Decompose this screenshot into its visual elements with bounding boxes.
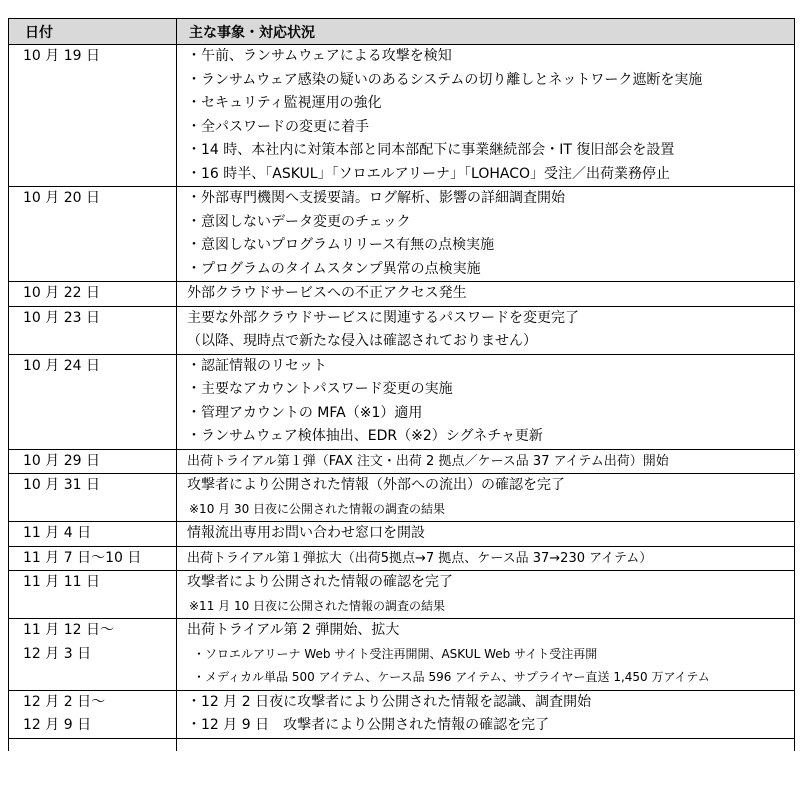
event-line: ・ランサムウェア検体抽出、EDR（※2）シグネチャ更新 <box>187 428 543 444</box>
date-text: 10 月 29 日 <box>23 452 100 469</box>
date-text: 10 月 20 日 <box>23 190 100 206</box>
date-cell <box>9 546 177 571</box>
event-line: ・外部専門機関へ支援要請。ログ解析、影響の詳細調査開始 <box>187 190 565 206</box>
date-cell <box>9 187 177 282</box>
date-text: 11 月 4 日 <box>23 525 92 541</box>
date-cell <box>9 306 177 354</box>
event-line: ・意図しないプログラムリリース有無の点検実施 <box>187 237 495 253</box>
event-line: ・12 月 9 日 攻撃者により公開された情報の確認を完了 <box>187 717 550 733</box>
event-line: ・セキュリティ監視運用の強化 <box>187 95 382 111</box>
events-cell <box>177 449 795 474</box>
event-line: ・14 時、本社内に対策本部と同本部配下に事業継続部会・IT 復旧部会を設置 <box>187 142 675 158</box>
event-line: ・認証情報のリセット <box>187 357 327 374</box>
table-row <box>9 354 795 449</box>
event-line: ・ランサムウェア感染の疑いのあるシステムの切り離しとネットワーク遮断を実施 <box>187 71 703 88</box>
events-cell <box>177 571 795 619</box>
event-line: 外部クラウドサービスへの不正アクセス発生 <box>187 285 467 301</box>
event-line: ・メディカル単品 500 アイテム、ケース品 596 アイテム、サプライヤー直送 1,450 万アイテム <box>193 670 710 684</box>
table-row <box>9 187 795 282</box>
event-line: （以降、現時点で新たな侵入は確認されておりません） <box>187 333 537 349</box>
events-cell <box>177 690 795 738</box>
incident-timeline-table <box>8 18 795 751</box>
event-line: 攻撃者により公開された情報の確認を完了 <box>187 574 453 590</box>
date-cell <box>9 522 177 547</box>
column-header-date: 日付 <box>9 19 177 45</box>
table-row <box>9 690 795 738</box>
empty-cell <box>9 738 177 751</box>
events-cell <box>177 474 795 522</box>
note-text: ※10 月 30 日夜に公開された情報の調査の結果 <box>189 501 446 516</box>
event-line: ・主要なアカウントパスワード変更の実施 <box>187 381 453 397</box>
events-cell <box>177 45 795 187</box>
table-row <box>9 282 795 307</box>
event-line: ・管理アカウントの MFA（※1）適用 <box>187 404 423 421</box>
table-row <box>9 619 795 691</box>
event-line: 出荷トライアル第１弾（FAX 注文・出荷 2 拠点／ケース品 37 アイテム出荷）開始 <box>187 453 669 469</box>
event-line: 出荷トライアル第 2 弾開始、拡大 <box>187 622 400 638</box>
events-cell <box>177 522 795 547</box>
events-cell <box>177 187 795 282</box>
table-header-row <box>9 19 795 45</box>
date-cell <box>9 474 177 522</box>
table-row <box>9 546 795 571</box>
events-cell <box>177 619 795 691</box>
date-cell <box>9 354 177 449</box>
note-text: ※11 月 10 日夜に公開された情報の調査の結果 <box>189 598 446 613</box>
table-row <box>9 474 795 522</box>
date-text: 10 月 31 日 <box>23 477 100 493</box>
events-cell <box>177 282 795 307</box>
date-text: 10 月 24 日 <box>23 357 100 374</box>
empty-cell <box>177 738 795 751</box>
table-row-cutoff <box>9 738 795 751</box>
date-cell <box>9 282 177 307</box>
date-cell <box>9 690 177 738</box>
date-text: 10 月 22 日 <box>23 285 100 301</box>
table-row <box>9 571 795 619</box>
date-text: 12 月 2 日～ <box>23 693 106 710</box>
event-line: ・12 月 2 日夜に攻撃者により公開された情報を認識、調査開始 <box>187 693 592 710</box>
events-cell <box>177 546 795 571</box>
event-line: ・意図しないデータ変更のチェック <box>187 213 411 230</box>
date-text: 12 月 3 日 <box>23 645 92 662</box>
event-line: ・午前、ランサムウェアによる攻撃を検知 <box>187 48 452 64</box>
date-cell <box>9 571 177 619</box>
date-cell <box>9 449 177 474</box>
event-line: ・プログラムのタイムスタンプ異常の点検実施 <box>187 260 481 277</box>
event-line: 主要な外部クラウドサービスに関連するパスワードを変更完了 <box>187 309 579 326</box>
date-text: 11 月 7 日～10 日 <box>23 549 142 566</box>
event-line: 出荷トライアル第１弾拡大（出荷5拠点→7 拠点、ケース品 37→230 アイテム） <box>187 550 653 566</box>
date-text: 10 月 23 日 <box>23 309 100 326</box>
date-text: 12 月 9 日 <box>23 717 92 733</box>
date-text: 11 月 12 日～ <box>23 622 114 638</box>
date-cell <box>9 45 177 187</box>
event-line: ・16 時半、「ASKUL」「ソロエルアリーナ」「LOHACO」受注／出荷業務停止 <box>187 165 670 182</box>
table-body <box>9 45 795 751</box>
table-row <box>9 306 795 354</box>
event-line: 情報流出専用お問い合わせ窓口を開設 <box>187 525 425 541</box>
event-line: ・ソロエルアリーナ Web サイト受注再開開、ASKUL Web サイト受注再開 <box>193 646 598 661</box>
table-row <box>9 45 795 187</box>
date-text: 10 月 19 日 <box>23 48 100 64</box>
table-row <box>9 522 795 547</box>
column-header-events: 主な事象・対応状況 <box>177 19 795 45</box>
table-row <box>9 449 795 474</box>
event-line: ・全パスワードの変更に着手 <box>187 118 369 135</box>
events-cell <box>177 306 795 354</box>
events-cell <box>177 354 795 449</box>
date-cell <box>9 619 177 691</box>
date-text: 11 月 11 日 <box>23 574 100 590</box>
event-line: 攻撃者により公開された情報（外部への流出）の確認を完了 <box>187 477 565 493</box>
